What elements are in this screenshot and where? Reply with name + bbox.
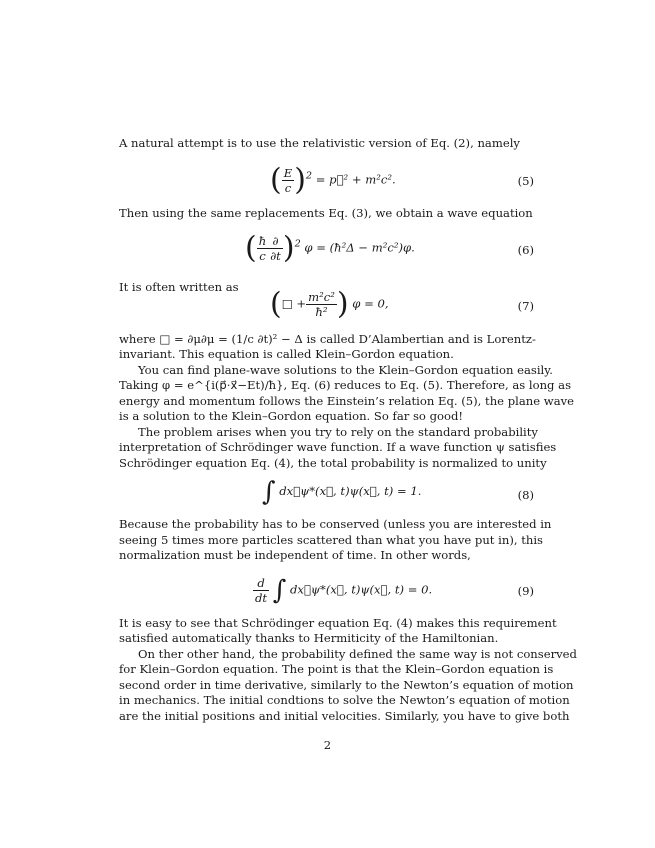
integral-sign: ∫ [272,575,287,606]
text-line: seeing 5 times more particles scattered than what you have put in), this [119,533,543,547]
fraction-denominator: ħ² [315,305,328,319]
text-line: energy and momentum follows the Einstein’s relation Eq. (5), the plane wave [119,394,575,408]
fraction-denominator: c [259,249,266,263]
page-number: 2 [323,738,332,752]
equation-number: (6) [517,243,534,257]
fraction-denominator: c [284,181,292,195]
text-line: On ther other hand, the probability defined the same way is not conserved [138,647,577,661]
fraction-numerator: E [283,166,293,180]
text-line: for Klein–Gordon equation. The point is that the Klein–Gordon equation is [119,662,554,676]
integral-sign: ∫ [262,477,276,507]
text-line: are the initial positions and initial velocities. Similarly, you have to give both [119,709,570,723]
text-line: interpretation of Schrödinger wave function. If a wave function ψ satisfies [119,440,557,454]
text-line: A natural attempt is to use the relativistic version of Eq. (2), namely [119,136,520,150]
equation-6: ( $\frac{ħ}{c}$ $\frac{\partial}{\partial t}$ )$^2$ φ = (ħ²Δ − m²c²)φ. [245,230,415,266]
text-line: The problem arises when you try to rely on the standard probability [138,425,538,439]
text-line: in mechanics. The initial condtions to solve the Newton’s equation of motion [119,693,570,707]
text-line: Taking φ = e^{i(p⃗·x⃗−Et)/ħ}, Eq. (6) reduces to Eq. (5). Therefore, as long as [119,378,572,392]
equation-number: (8) [517,488,534,502]
text-line: Because the probability has to be conserved (unless you are interested in [119,517,552,531]
text-line: It is easy to see that Schrödinger equation Eq. (4) makes this requirement [119,616,557,630]
equation-number: (7) [517,299,534,313]
fraction-denominator: ∂t [270,249,281,263]
equation-9 [253,576,432,605]
text-line: is a solution to the Klein–Gordon equation. So far so good! [119,409,464,423]
text-line: second order in time derivative, similarly to the Newton’s equation of motion [119,678,574,692]
exponent: 2 [294,238,301,250]
text-line: normalization must be independent of time. In other words, [119,548,471,562]
text-line: satisfied automatically thanks to Hermiticity of the Hamiltonian. [119,631,499,645]
text-line: Schrödinger equation Eq. (4), the total probability is normalized to unity [119,456,547,470]
dalambertian-symbol: □ + [281,296,307,311]
text-line: where □ = ∂μ∂μ = (1/c ∂t)² − Δ is called D’Alambertian and is Lorentz- [119,332,536,346]
text-line: invariant. This equation is called Klein–Gordon equation. [119,347,454,361]
equation-8 [262,477,422,507]
fraction-numerator: ∂ [268,234,283,249]
text-line: It is often written as [119,280,239,294]
fraction-denominator: dt [255,591,268,605]
fraction-numerator: ħ [258,234,267,248]
equation-body: dx⃗ψ*(x⃗, t)ψ(x⃗, t) = 1. [279,484,422,498]
equation-5: ( $\frac{E}{c}$ )$^2$ = p⃗² + m²c². [270,162,396,198]
equation-body: dx⃗ψ*(x⃗, t)ψ(x⃗, t) = 0. [290,582,433,597]
equation-rhs: φ = (ħ²Δ − m²c²)φ. [304,240,415,255]
equation-number: (9) [517,584,534,598]
fraction-numerator: d [253,576,269,591]
exponent: 2 [305,170,313,182]
equation-7: (□ + $\frac{\text{m²c²}}{\text{ħ²}}$ ) φ = 0, [270,286,389,322]
fraction-numerator: m²c² [308,290,335,304]
equation-rhs: φ = 0, [352,296,389,311]
text-line: Then using the same replacements Eq. (3), we obtain a wave equation [119,206,533,220]
text-line: You can find plane-wave solutions to the Klein–Gordon equation easily. [138,363,553,377]
equation-number: (5) [517,174,534,188]
equation-rhs: = p⃗² + m²c². [315,172,396,187]
